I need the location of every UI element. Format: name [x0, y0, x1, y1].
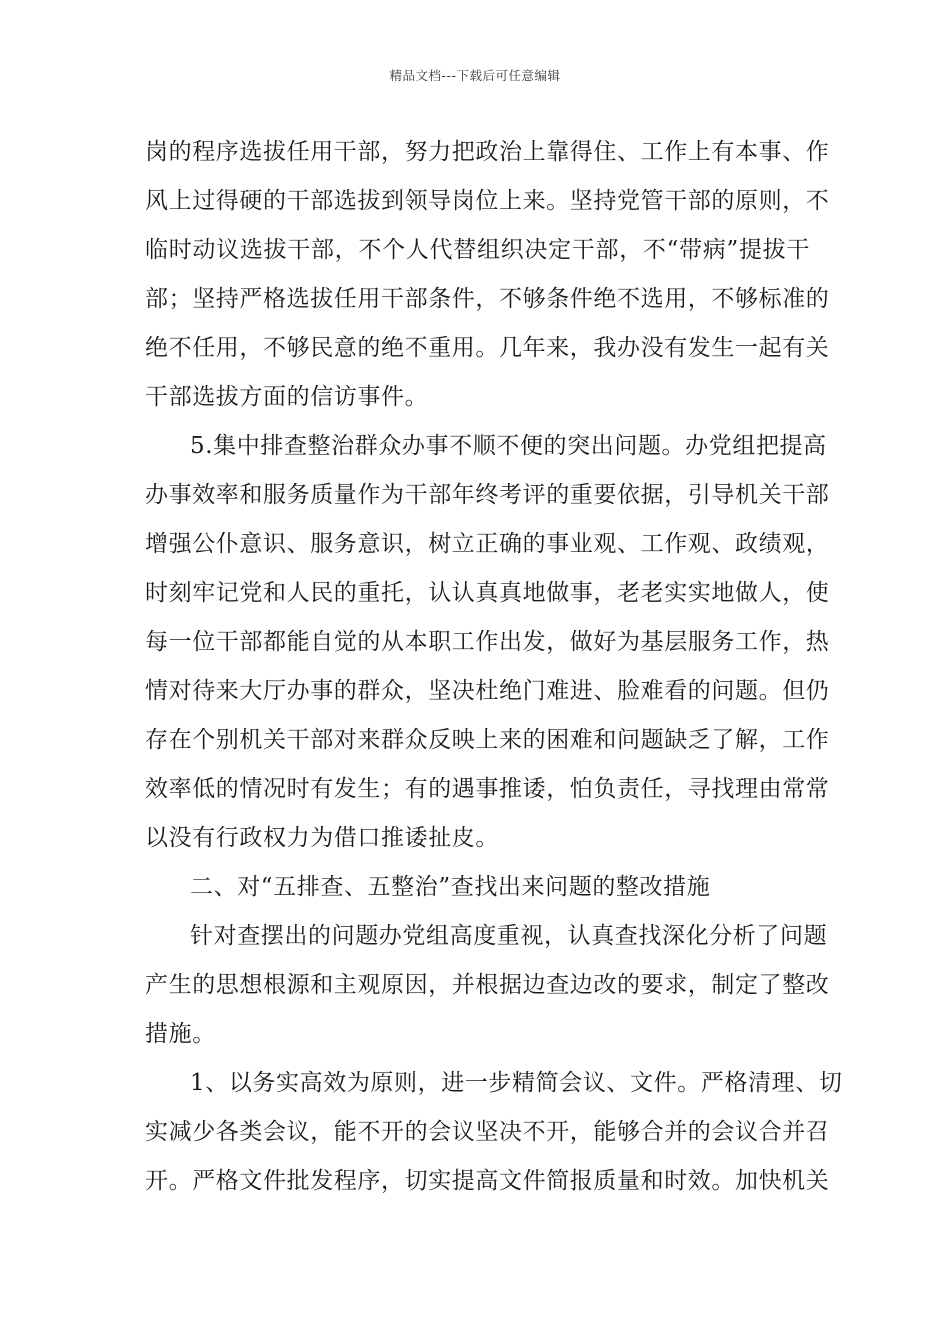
- section-heading: 二、对“五排查、五整治”查找出来问题的整改措施: [190, 874, 711, 900]
- body-line-17: 针对查摆出的问题办党组高度重视，认真查找深化分析了问题: [190, 923, 828, 949]
- body-line-4: 部；坚持严格选拔任用干部条件，不够条件绝不选用，不够标准的: [145, 286, 830, 312]
- body-line-15: 以没有行政权力为借口推诿扯皮。: [145, 825, 499, 851]
- body-line-7: 5.集中排查整治群众办事不顺不便的突出问题。办党组把提高: [190, 433, 827, 459]
- body-line-5: 绝不任用，不够民意的绝不重用。几年来，我办没有发生一起有关: [145, 335, 830, 361]
- page-header: 精品文档---下载后可任意编辑: [389, 68, 561, 83]
- body-line-9: 增强公仆意识、服务意识，树立正确的事业观、工作观、政绩观，: [145, 531, 830, 557]
- body-line-11: 每一位干部都能自觉的从本职工作出发，做好为基层服务工作，热: [145, 629, 830, 655]
- body-line-18: 产生的思想根源和主观原因，并根据边查边改的要求，制定了整改: [145, 972, 830, 998]
- body-line-2: 风上过得硬的干部选拔到领导岗位上来。坚持党管干部的原则，不: [145, 188, 830, 214]
- body-line-8: 办事效率和服务质量作为干部年终考评的重要依据，引导机关干部: [145, 482, 830, 508]
- body-line-19: 措施。: [145, 1021, 216, 1047]
- body-line-14: 效率低的情况时有发生；有的遇事推诿，怕负责任，寻找理由常常: [145, 776, 830, 802]
- body-line-12: 情对待来大厅办事的群众，坚决杜绝门难进、脸难看的问题。但仍: [145, 678, 830, 704]
- body-line-22: 开。严格文件批发程序，切实提高文件简报质量和时效。加快机关: [145, 1168, 830, 1194]
- body-line-10: 时刻牢记党和人民的重托，认认真真地做事，老老实实地做人，使: [145, 580, 830, 606]
- body-line-13: 存在个别机关干部对来群众反映上来的困难和问题缺乏了解，工作: [145, 727, 830, 753]
- body-line-1: 岗的程序选拔任用干部，努力把政治上靠得住、工作上有本事、作: [145, 139, 830, 165]
- body-line-21: 实减少各类会议，能不开的会议坚决不开，能够合并的会议合并召: [145, 1119, 830, 1145]
- body-line-3: 临时动议选拔干部，不个人代替组织决定干部，不“带病”提拔干: [145, 237, 810, 263]
- body-line-20: 1、以务实高效为原则，进一步精简会议、文件。严格清理、切: [190, 1070, 843, 1096]
- body-line-6: 干部选拔方面的信访事件。: [145, 384, 429, 410]
